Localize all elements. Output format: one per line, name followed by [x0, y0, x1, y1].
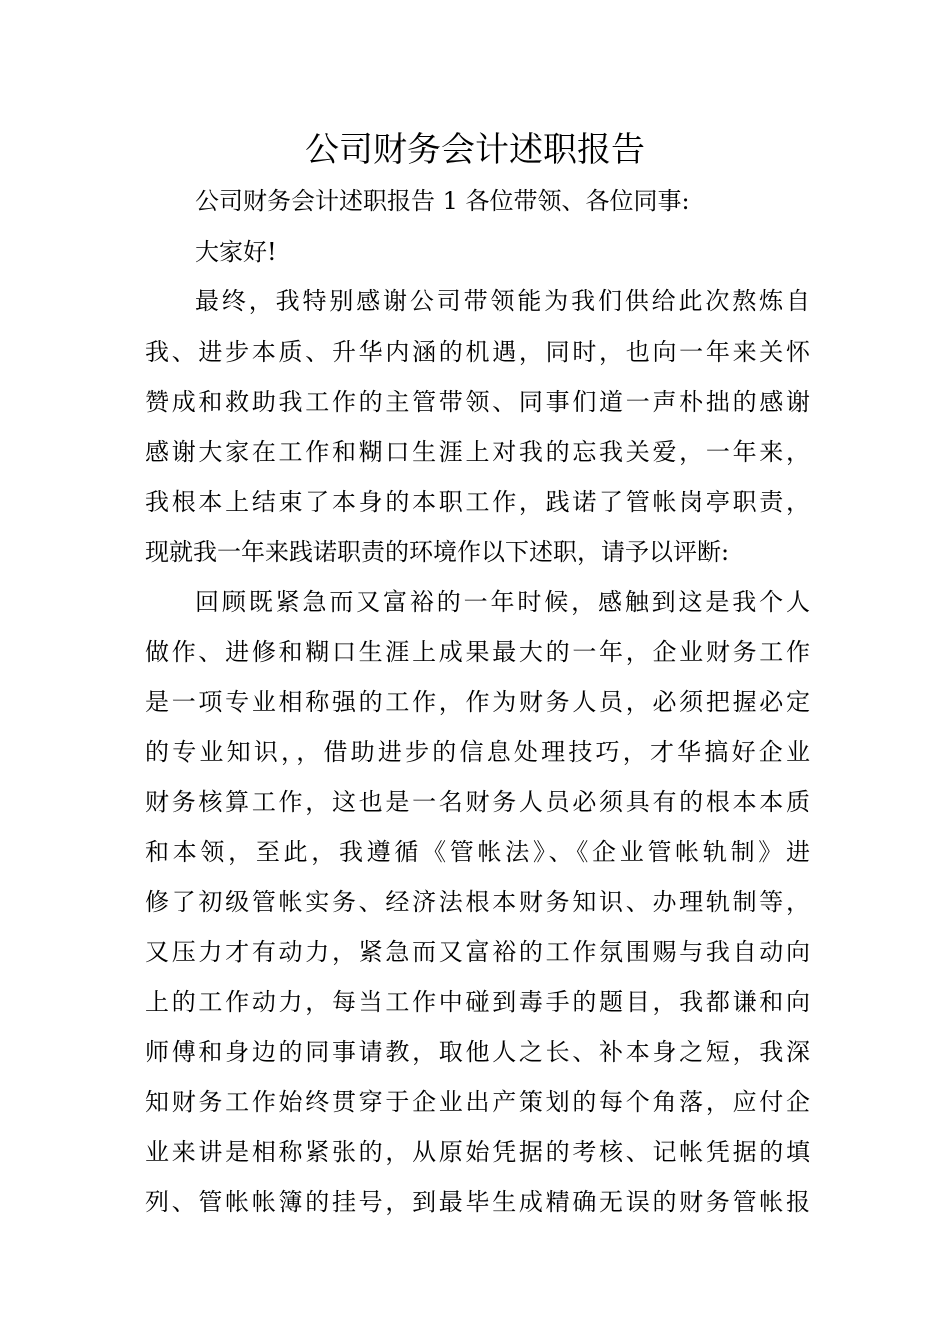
- paragraph-line: 是一项专业相称强的工作，作为财务人员，必须把握必定: [145, 688, 810, 716]
- paragraph-line: 业来讲是相称紧张的，从原始凭据的考核、记帐凭据的填: [145, 1138, 810, 1166]
- paragraph-line: 上的工作动力，每当工作中碰到毒手的题目，我都谦和向: [145, 988, 810, 1016]
- paragraph-line: 和本领，至此，我遵循《管帐法》、《企业管帐轨制》进: [145, 838, 810, 866]
- paragraph-line: 回顾既紧急而又富裕的一年时候，感触到这是我个人: [195, 588, 810, 616]
- paragraph-line: 的专业知识，，借助进步的信息处理技巧，才华搞好企业: [145, 738, 810, 766]
- salutation-line: 大家好!: [195, 238, 277, 266]
- paragraph-line: 财务核算工作，这也是一名财务人员必须具有的根本本质: [145, 788, 810, 816]
- paragraph-line: 感谢大家在工作和糊口生涯上对我的忘我关爱，一年来，: [145, 438, 810, 466]
- paragraph-line: 又压力才有动力，紧急而又富裕的工作氛围赐与我自动向: [145, 938, 810, 966]
- paragraph-line: 最终，我特别感谢公司带领能为我们供给此次熬炼自: [195, 287, 810, 315]
- paragraph-line: 师傅和身边的同事请教，取他人之长、补本身之短，我深: [145, 1038, 810, 1066]
- paragraph-line: 修了初级管帐实务、经济法根本财务知识、办理轨制等，: [145, 888, 810, 916]
- paragraph-line: 做作、进修和糊口生涯上成果最大的一年，企业财务工作: [145, 638, 810, 666]
- greeting-line: 公司财务会计述职报告 1 各位带领、各位同事:: [195, 187, 690, 215]
- paragraph-line: 现就我一年来践诺职责的环境作以下述职，请予以评断:: [145, 538, 730, 566]
- document-title: 公司财务会计述职报告: [305, 130, 645, 170]
- paragraph-line: 我根本上结束了本身的本职工作，践诺了管帐岗亭职责，: [145, 488, 810, 516]
- paragraph-line: 赞成和救助我工作的主管带领、同事们道一声朴拙的感谢: [145, 388, 810, 416]
- paragraph-line: 知财务工作始终贯穿于企业出产策划的每个角落，应付企: [145, 1088, 810, 1116]
- paragraph-line: 我、进步本质、升华内涵的机遇，同时，也向一年来关怀: [145, 338, 810, 366]
- paragraph-line: 列、管帐帐簿的挂号，到最毕生成精确无误的财务管帐报: [145, 1188, 810, 1216]
